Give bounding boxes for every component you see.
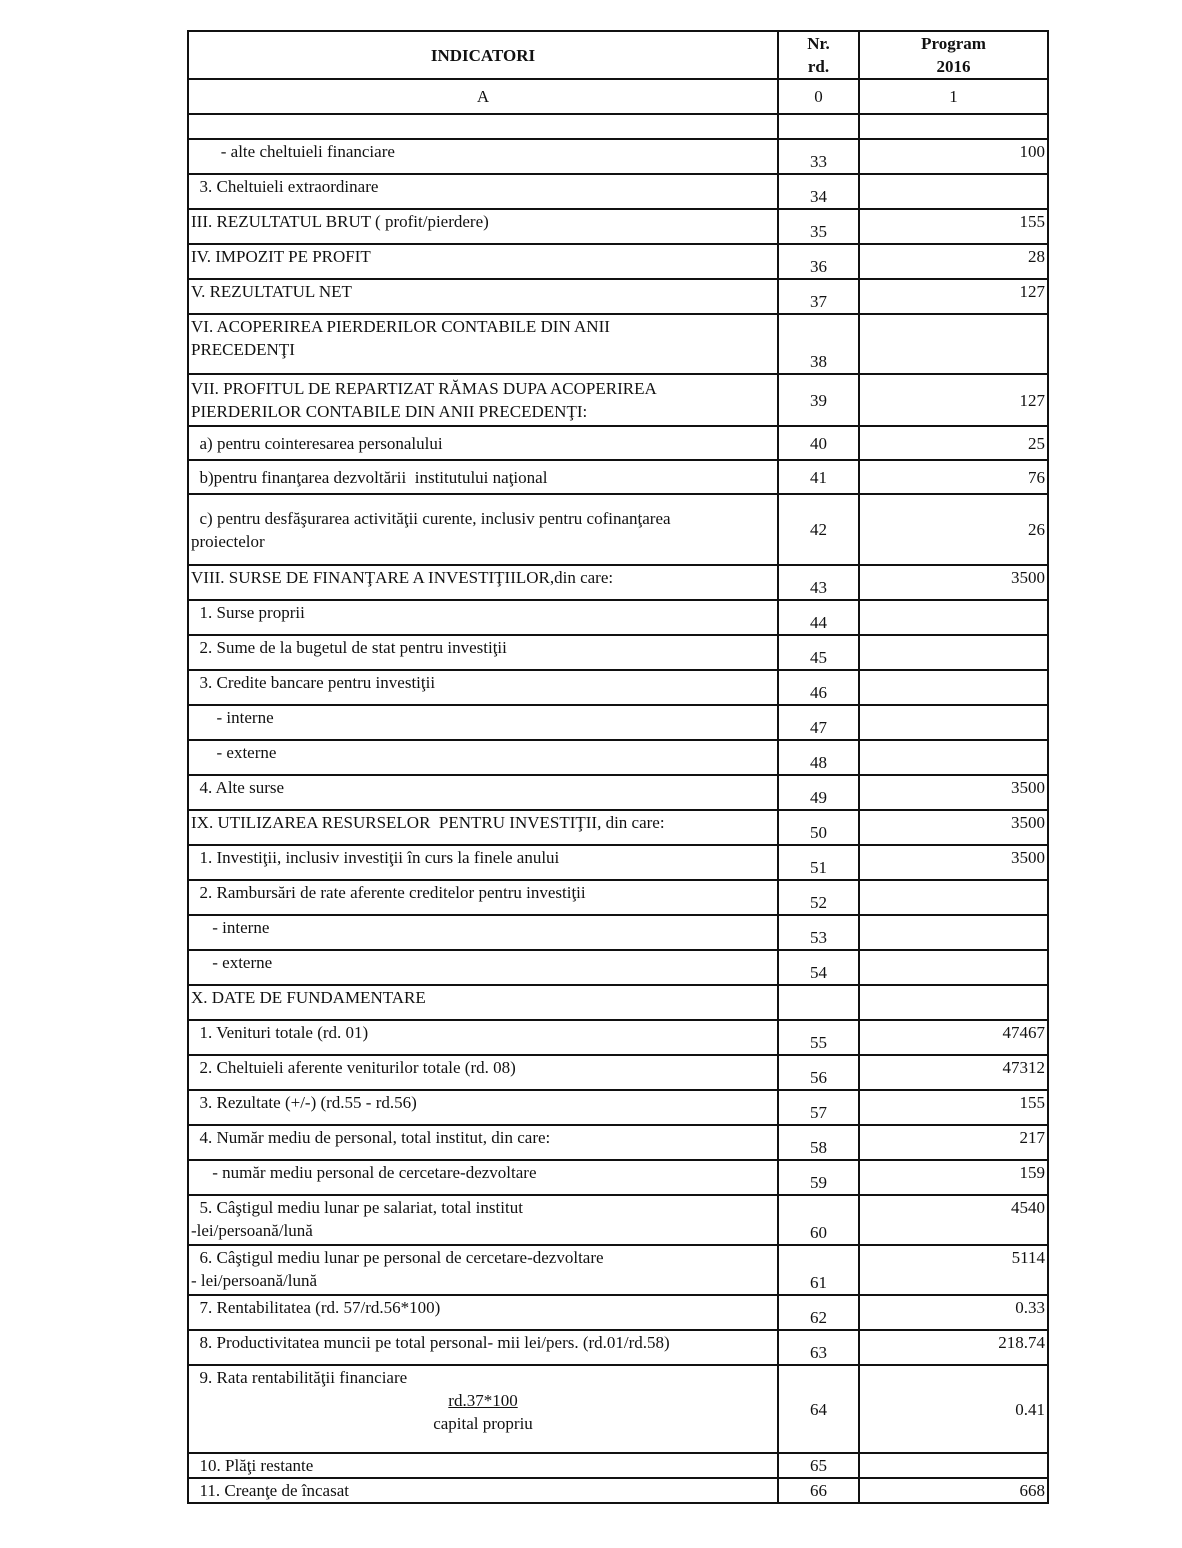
table-row [188, 1160, 1048, 1195]
indicator-text: 2. Rambursări de rate aferente creditelor pentru investiţii [191, 883, 586, 902]
indicator-label [188, 880, 778, 915]
column-code-row [188, 79, 1048, 114]
indicator-label [188, 600, 778, 635]
indicator-text: 3. Cheltuieli extraordinare [191, 177, 379, 196]
indicator-label [188, 494, 778, 565]
table-row [188, 565, 1048, 600]
indicator-label [188, 950, 778, 985]
indicator-text: 11. Creanţe de încasat [191, 1481, 349, 1500]
program-value: 3500 [859, 775, 1048, 810]
indicator-label [188, 740, 778, 775]
indicator-text: IX. UTILIZAREA RESURSELOR PENTRU INVESTIŢII, din care: [191, 813, 665, 832]
table-row [188, 139, 1048, 174]
table-row [188, 1055, 1048, 1090]
indicator-text: III. REZULTATUL BRUT ( profit/pierdere) [191, 212, 489, 231]
row-number: 65 [778, 1453, 859, 1478]
table-row [188, 1295, 1048, 1330]
program-value: 76 [859, 460, 1048, 494]
row-number: 49 [778, 775, 859, 810]
indicator-label [188, 1245, 778, 1295]
program-value: 127 [859, 279, 1048, 314]
table-row [188, 670, 1048, 705]
indicator-text: X. DATE DE FUNDAMENTARE [191, 988, 426, 1007]
table-row [188, 950, 1048, 985]
program-value: 218.74 [859, 1330, 1048, 1365]
row-number [778, 114, 859, 139]
indicator-text: 1. Venituri totale (rd. 01) [191, 1023, 369, 1042]
row-number: 60 [778, 1195, 859, 1245]
table-row [188, 494, 1048, 565]
indicator-text: 3. Credite bancare pentru investiţii [191, 673, 436, 692]
table-row [188, 915, 1048, 950]
row-number: 41 [778, 460, 859, 494]
program-value [859, 985, 1048, 1020]
row-number: 59 [778, 1160, 859, 1195]
table-row [188, 174, 1048, 209]
indicator-text: 1. Surse proprii [191, 603, 305, 622]
program-value: 47467 [859, 1020, 1048, 1055]
indicator-text: 2. Sume de la bugetul de stat pentru investiţii [191, 638, 507, 657]
row-number: 33 [778, 139, 859, 174]
indicator-text: - externe [191, 743, 277, 762]
program-value [859, 1453, 1048, 1478]
indicator-text: - interne [191, 918, 270, 937]
row-number: 57 [778, 1090, 859, 1125]
indicator-text: 4. Alte surse [191, 778, 285, 797]
column-code-0: 0 [778, 79, 859, 114]
program-value: 100 [859, 139, 1048, 174]
indicator-label [188, 1453, 778, 1478]
table-row [188, 1365, 1048, 1453]
indicator-text: 7. Rentabilitatea (rd. 57/rd.56*100) [191, 1298, 441, 1317]
program-value: 217 [859, 1125, 1048, 1160]
table-row [188, 740, 1048, 775]
indicator-text: 5. Câştigul mediu lunar pe salariat, total institut -lei/persoană/lună [191, 1198, 523, 1240]
row-number: 61 [778, 1245, 859, 1295]
indicator-label [188, 1020, 778, 1055]
table-row [188, 374, 1048, 426]
indicator-label [188, 244, 778, 279]
program-value: 5114 [859, 1245, 1048, 1295]
indicator-label [188, 1295, 778, 1330]
indicator-label [188, 314, 778, 374]
indicator-label [188, 174, 778, 209]
table-row [188, 635, 1048, 670]
row-number: 51 [778, 845, 859, 880]
table-row [188, 1020, 1048, 1055]
row-number-header-line2: rd. [807, 57, 830, 76]
row-number: 63 [778, 1330, 859, 1365]
indicator-label [188, 139, 778, 174]
indicator-text: 4. Număr mediu de personal, total institut, din care: [191, 1128, 551, 1147]
indicator-label [188, 1125, 778, 1160]
indicator-text: 10. Plăţi restante [191, 1456, 314, 1475]
ratio-numerator: rd.37*100 [448, 1391, 518, 1410]
indicator-text: b)pentru finanţarea dezvoltării institutului naţional [191, 467, 548, 487]
row-number: 36 [778, 244, 859, 279]
column-code-1: 1 [859, 79, 1048, 114]
indicator-label [188, 1195, 778, 1245]
program-value: 3500 [859, 565, 1048, 600]
program-value [859, 880, 1048, 915]
row-number-header-line1: Nr. [807, 34, 830, 53]
indicator-text: - alte cheltuieli financiare [191, 142, 395, 161]
indicator-label [188, 1090, 778, 1125]
indicator-label [188, 565, 778, 600]
program-value: 28 [859, 244, 1048, 279]
row-number: 42 [778, 494, 859, 565]
program-value: 159 [859, 1160, 1048, 1195]
table-row [188, 279, 1048, 314]
table-row [188, 775, 1048, 810]
indicator-text: a) pentru cointeresarea personalului [191, 433, 443, 453]
program-value: 3500 [859, 810, 1048, 845]
row-number: 47 [778, 705, 859, 740]
ratio-denominator: capital propriu [433, 1414, 533, 1433]
row-number: 45 [778, 635, 859, 670]
row-number: 46 [778, 670, 859, 705]
table-row [188, 1330, 1048, 1365]
table-row [188, 880, 1048, 915]
row-number: 40 [778, 426, 859, 460]
indicator-text: VIII. SURSE DE FINANŢARE A INVESTIŢIILOR,din care: [191, 568, 614, 587]
program-value: 127 [859, 374, 1048, 426]
program-header-line1: Program [921, 34, 986, 53]
indicator-label [188, 985, 778, 1020]
indicator-label [188, 1160, 778, 1195]
budget-indicators-table [187, 30, 1049, 1504]
indicator-label [188, 209, 778, 244]
row-number: 35 [778, 209, 859, 244]
indicator-label [188, 460, 778, 494]
table-row [188, 1125, 1048, 1160]
program-value [859, 705, 1048, 740]
indicator-text: - externe [191, 953, 273, 972]
row-number: 54 [778, 950, 859, 985]
table-row [188, 314, 1048, 374]
table-row [188, 460, 1048, 494]
row-number: 38 [778, 314, 859, 374]
indicator-text: c) pentru desfăşurarea activităţii curente, inclusiv pentru cofinanţarea proiectelor [191, 508, 671, 551]
program-header [859, 31, 1048, 79]
indicator-text: V. REZULTATUL NET [191, 282, 352, 301]
table-row [188, 426, 1048, 460]
program-value: 25 [859, 426, 1048, 460]
program-value: 155 [859, 1090, 1048, 1125]
indicator-text: 6. Câştigul mediu lunar pe personal de cercetare-dezvoltare - lei/persoană/lună [191, 1248, 604, 1290]
indicator-label [188, 114, 778, 139]
program-value [859, 174, 1048, 209]
program-value: 3500 [859, 845, 1048, 880]
row-number: 48 [778, 740, 859, 775]
table-row [188, 1478, 1048, 1503]
table-row [188, 209, 1048, 244]
table-row [188, 810, 1048, 845]
table-row [188, 1090, 1048, 1125]
program-value [859, 670, 1048, 705]
row-number: 37 [778, 279, 859, 314]
row-number [778, 985, 859, 1020]
program-value [859, 950, 1048, 985]
indicator-label [188, 810, 778, 845]
indicator-text: IV. IMPOZIT PE PROFIT [191, 247, 371, 266]
row-number: 52 [778, 880, 859, 915]
indicator-label [188, 279, 778, 314]
indicator-label [188, 705, 778, 740]
indicator-label [188, 374, 778, 426]
indicator-label [188, 1330, 778, 1365]
row-number: 58 [778, 1125, 859, 1160]
indicator-label [188, 1055, 778, 1090]
indicator-label [188, 426, 778, 460]
row-number: 50 [778, 810, 859, 845]
indicator-label [188, 845, 778, 880]
indicator-label [188, 635, 778, 670]
table-row [188, 1453, 1048, 1478]
indicator-label [188, 1478, 778, 1503]
indicator-label [188, 1365, 778, 1453]
indicator-text: - interne [191, 708, 274, 727]
program-value: 0.41 [859, 1365, 1048, 1453]
program-value: 155 [859, 209, 1048, 244]
program-value [859, 740, 1048, 775]
row-number: 53 [778, 915, 859, 950]
table-row [188, 114, 1048, 139]
row-number: 56 [778, 1055, 859, 1090]
table-row [188, 985, 1048, 1020]
row-number: 66 [778, 1478, 859, 1503]
row-number: 44 [778, 600, 859, 635]
program-value [859, 600, 1048, 635]
row-number: 55 [778, 1020, 859, 1055]
program-value [859, 314, 1048, 374]
program-value: 26 [859, 494, 1048, 565]
row-number: 43 [778, 565, 859, 600]
table-row [188, 600, 1048, 635]
program-value [859, 114, 1048, 139]
row-number: 39 [778, 374, 859, 426]
table-row [188, 845, 1048, 880]
indicator-text: 8. Productivitatea muncii pe total personal- mii lei/pers. (rd.01/rd.58) [191, 1333, 670, 1352]
program-value [859, 635, 1048, 670]
header-row [188, 31, 1048, 79]
indicator-text: 9. Rata rentabilităţii financiare [191, 1368, 408, 1387]
column-code-a: A [188, 79, 778, 114]
indicator-text: 3. Rezultate (+/-) (rd.55 - rd.56) [191, 1093, 417, 1112]
program-value [859, 915, 1048, 950]
table-row [188, 244, 1048, 279]
table-row [188, 705, 1048, 740]
indicator-label [188, 915, 778, 950]
indicator-label [188, 775, 778, 810]
table-row [188, 1195, 1048, 1245]
table-row [188, 1245, 1048, 1295]
row-number: 34 [778, 174, 859, 209]
row-number: 62 [778, 1295, 859, 1330]
program-value: 4540 [859, 1195, 1048, 1245]
program-value: 0.33 [859, 1295, 1048, 1330]
indicator-text: VI. ACOPERIREA PIERDERILOR CONTABILE DIN ANII PRECEDENŢI [191, 317, 610, 359]
program-header-line2: 2016 [936, 57, 971, 76]
indicator-label [188, 670, 778, 705]
row-number: 64 [778, 1365, 859, 1453]
indicator-text: 2. Cheltuieli aferente veniturilor totale (rd. 08) [191, 1058, 516, 1077]
indicator-text: - număr mediu personal de cercetare-dezvoltare [191, 1163, 537, 1182]
indicators-header: INDICATORI [188, 31, 778, 79]
program-value: 668 [859, 1478, 1048, 1503]
indicator-text: 1. Investiţii, inclusiv investiţii în curs la finele anului [191, 848, 560, 867]
program-value: 47312 [859, 1055, 1048, 1090]
indicator-text: VII. PROFITUL DE REPARTIZAT RĂMAS DUPA ACOPERIREA PIERDERILOR CONTABILE DIN ANII PRECEDENŢI: [191, 379, 657, 421]
row-number-header [778, 31, 859, 79]
